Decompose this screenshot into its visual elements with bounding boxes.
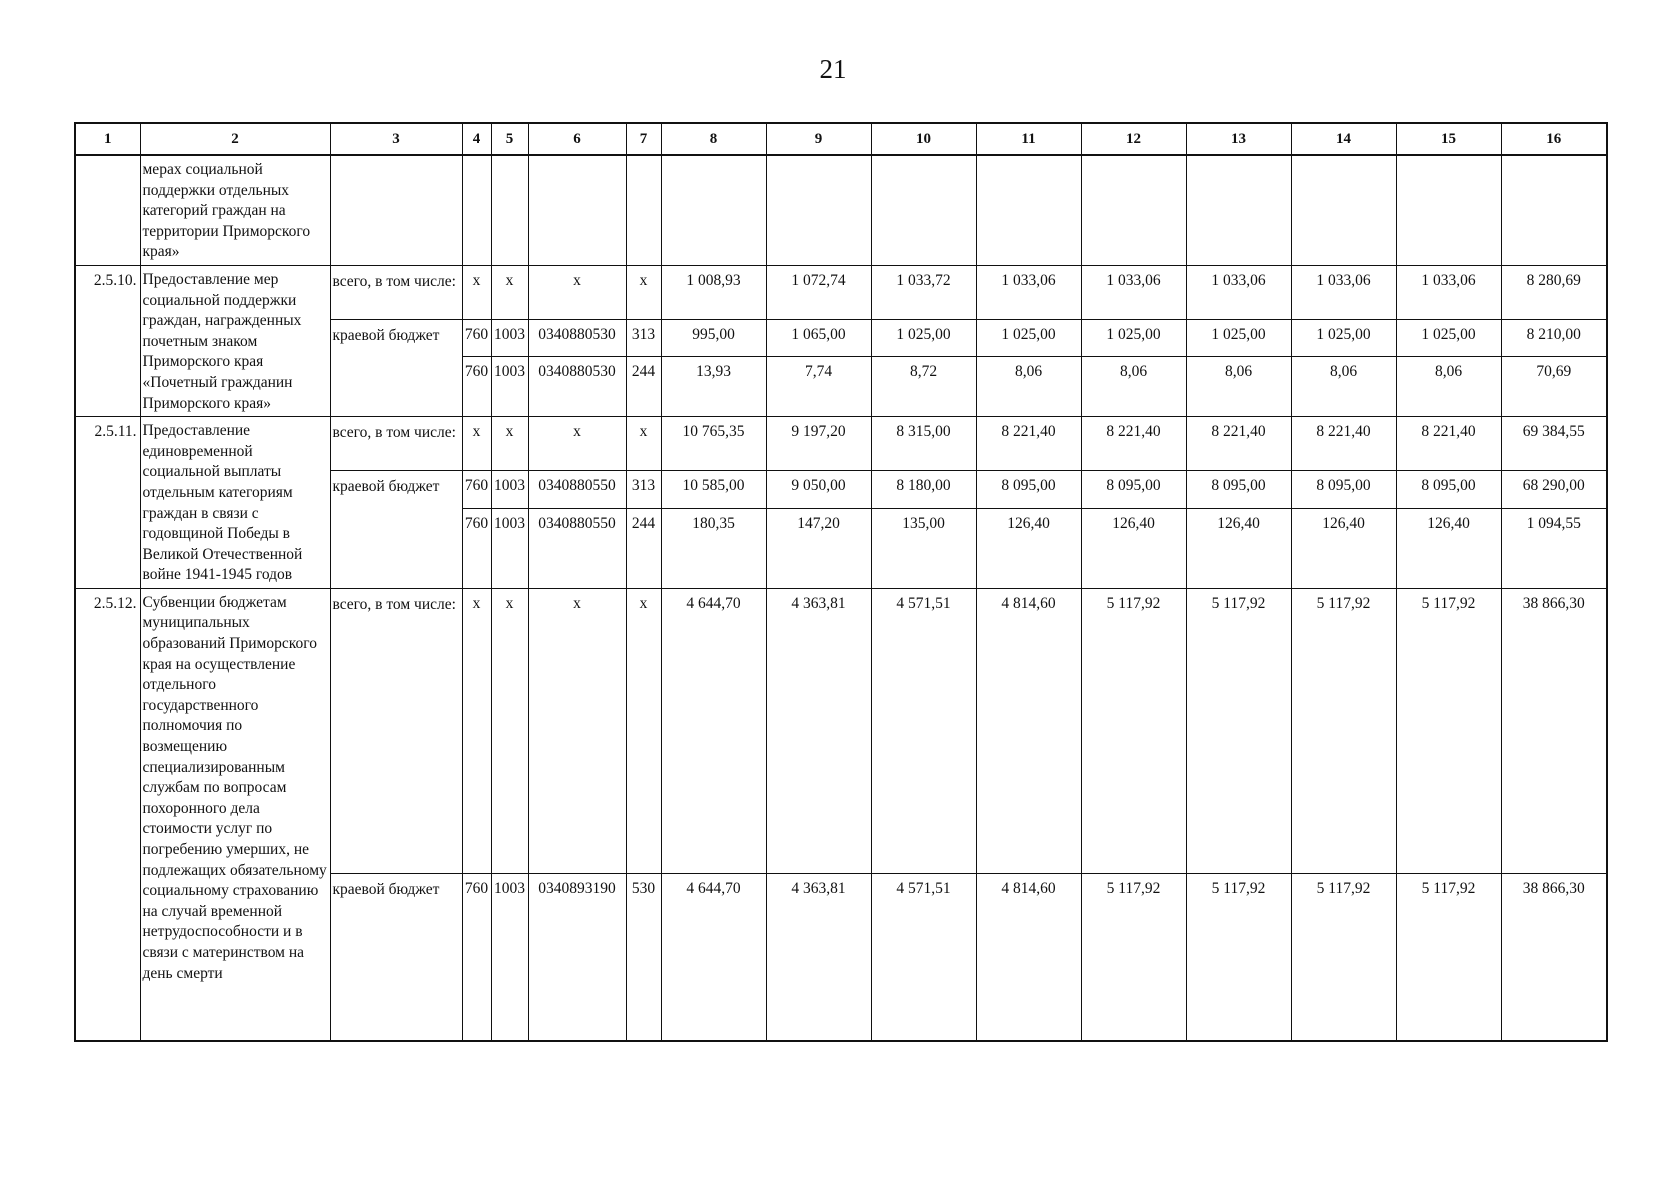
value-cell: 1 033,06 xyxy=(1396,265,1501,319)
value-cell: 8 095,00 xyxy=(1081,471,1186,509)
table-row xyxy=(75,417,1607,471)
code-cell: 1003 xyxy=(491,873,528,1041)
code-cell: 1003 xyxy=(491,319,528,356)
value-cell: 8 221,40 xyxy=(1186,417,1291,471)
header-row xyxy=(75,123,1607,155)
code-cell: x xyxy=(462,265,491,319)
code-cell: 0340893190 xyxy=(528,873,626,1041)
value-cell: 8,06 xyxy=(1291,357,1396,417)
value-cell: 8 280,69 xyxy=(1501,265,1607,319)
code-cell: x xyxy=(626,417,661,471)
value-cell: 38 866,30 xyxy=(1501,873,1607,1041)
value-cell: 8 221,40 xyxy=(1396,417,1501,471)
page-number: 21 xyxy=(819,54,847,84)
code-cell: 313 xyxy=(626,319,661,356)
code-cell: x xyxy=(491,588,528,873)
code-cell: 0340880530 xyxy=(528,357,626,417)
value-cell: 1 033,06 xyxy=(976,265,1081,319)
value-cell: 10 585,00 xyxy=(661,471,766,509)
value-cell: 1 033,72 xyxy=(871,265,976,319)
value-cell: 1 025,00 xyxy=(976,319,1081,356)
code-cell: 313 xyxy=(626,471,661,509)
value-cell: 8 095,00 xyxy=(976,471,1081,509)
budget-table xyxy=(74,122,1608,1042)
continuation-row xyxy=(75,155,1607,265)
value-cell: 126,40 xyxy=(1396,508,1501,588)
col-header: 9 xyxy=(766,123,871,155)
value-cell: 8 095,00 xyxy=(1291,471,1396,509)
budget-label: краевой бюджет xyxy=(330,471,462,589)
value-cell: 1 025,00 xyxy=(1081,319,1186,356)
value-cell: 5 117,92 xyxy=(1291,588,1396,873)
value-cell: 126,40 xyxy=(1081,508,1186,588)
value-cell: 147,20 xyxy=(766,508,871,588)
total-label: всего, в том числе: xyxy=(330,417,462,471)
value-cell: 1 033,06 xyxy=(1291,265,1396,319)
code-cell: 760 xyxy=(462,508,491,588)
col-header: 2 xyxy=(140,123,330,155)
code-cell: x xyxy=(528,417,626,471)
value-cell: 8 315,00 xyxy=(871,417,976,471)
col-header: 10 xyxy=(871,123,976,155)
measure-id: 2.5.10. xyxy=(75,265,140,416)
code-cell: 1003 xyxy=(491,508,528,588)
col-header: 16 xyxy=(1501,123,1607,155)
value-cell: 8 180,00 xyxy=(871,471,976,509)
value-cell: 8,06 xyxy=(976,357,1081,417)
value-cell: 4 363,81 xyxy=(766,873,871,1041)
code-cell: 760 xyxy=(462,357,491,417)
value-cell: 5 117,92 xyxy=(1081,588,1186,873)
table-row xyxy=(75,265,1607,319)
value-cell: 1 033,06 xyxy=(1186,265,1291,319)
value-cell: 126,40 xyxy=(976,508,1081,588)
value-cell: 8,72 xyxy=(871,357,976,417)
value-cell: 126,40 xyxy=(1186,508,1291,588)
measure-name: Субвенции бюджетам муниципальных образований Приморского края на осуществление отдельного государственного полномочия по возмещению специализированным службам по вопросам похоронного дела стоимости услуг по погребению умерших, не подлежащих обязательному социальному страхованию на случай временной нетрудоспособности и в связи с материнством на день смерти xyxy=(140,588,330,1041)
code-cell: x xyxy=(491,265,528,319)
value-cell: 7,74 xyxy=(766,357,871,417)
code-cell: 760 xyxy=(462,873,491,1041)
total-label: всего, в том числе: xyxy=(330,265,462,319)
value-cell: 995,00 xyxy=(661,319,766,356)
value-cell: 69 384,55 xyxy=(1501,417,1607,471)
col-header: 8 xyxy=(661,123,766,155)
code-cell: 530 xyxy=(626,873,661,1041)
value-cell: 9 197,20 xyxy=(766,417,871,471)
value-cell: 1 025,00 xyxy=(871,319,976,356)
value-cell: 8 221,40 xyxy=(1081,417,1186,471)
table-row xyxy=(75,588,1607,873)
value-cell: 1 033,06 xyxy=(1081,265,1186,319)
value-cell: 1 025,00 xyxy=(1291,319,1396,356)
code-cell: x xyxy=(626,588,661,873)
value-cell: 1 072,74 xyxy=(766,265,871,319)
value-cell: 4 814,60 xyxy=(976,588,1081,873)
code-cell: x xyxy=(491,417,528,471)
col-header: 14 xyxy=(1291,123,1396,155)
measure-name: Предоставление мер социальной поддержки граждан, награжденных почетным знаком Приморского края «Почетный гражданин Приморского края» xyxy=(140,265,330,416)
value-cell: 1 025,00 xyxy=(1186,319,1291,356)
measure-name: Предоставление единовременной социальной выплаты отдельным категориям граждан в связи с годовщиной Победы в Великой Отечественной войне 1941-1945 годов xyxy=(140,417,330,589)
value-cell: 4 571,51 xyxy=(871,588,976,873)
code-cell: 1003 xyxy=(491,471,528,509)
code-cell: 244 xyxy=(626,508,661,588)
value-cell: 1 025,00 xyxy=(1396,319,1501,356)
col-header: 4 xyxy=(462,123,491,155)
code-cell: 244 xyxy=(626,357,661,417)
value-cell: 8,06 xyxy=(1186,357,1291,417)
value-cell: 180,35 xyxy=(661,508,766,588)
col-header: 1 xyxy=(75,123,140,155)
col-header: 12 xyxy=(1081,123,1186,155)
value-cell: 5 117,92 xyxy=(1396,588,1501,873)
code-cell: 760 xyxy=(462,471,491,509)
value-cell: 4 814,60 xyxy=(976,873,1081,1041)
value-cell: 68 290,00 xyxy=(1501,471,1607,509)
measure-id: 2.5.11. xyxy=(75,417,140,589)
value-cell: 4 571,51 xyxy=(871,873,976,1041)
value-cell: 8 221,40 xyxy=(976,417,1081,471)
budget-label: краевой бюджет xyxy=(330,873,462,1041)
col-header: 15 xyxy=(1396,123,1501,155)
code-cell: x xyxy=(462,417,491,471)
value-cell: 5 117,92 xyxy=(1081,873,1186,1041)
value-cell: 8 095,00 xyxy=(1186,471,1291,509)
value-cell: 5 117,92 xyxy=(1291,873,1396,1041)
value-cell: 13,93 xyxy=(661,357,766,417)
value-cell: 1 065,00 xyxy=(766,319,871,356)
value-cell: 8,06 xyxy=(1081,357,1186,417)
code-cell: x xyxy=(528,265,626,319)
total-label: всего, в том числе: xyxy=(330,588,462,873)
col-header: 13 xyxy=(1186,123,1291,155)
value-cell: 10 765,35 xyxy=(661,417,766,471)
col-header: 6 xyxy=(528,123,626,155)
value-cell: 8,06 xyxy=(1396,357,1501,417)
value-cell: 1 008,93 xyxy=(661,265,766,319)
value-cell: 5 117,92 xyxy=(1186,588,1291,873)
value-cell: 5 117,92 xyxy=(1186,873,1291,1041)
value-cell: 4 644,70 xyxy=(661,588,766,873)
code-cell: 0340880550 xyxy=(528,471,626,509)
code-cell: 760 xyxy=(462,319,491,356)
measure-id: 2.5.12. xyxy=(75,588,140,1041)
budget-label: краевой бюджет xyxy=(330,319,462,416)
value-cell: 1 094,55 xyxy=(1501,508,1607,588)
code-cell: x xyxy=(626,265,661,319)
measure-name: мерах социальной поддержки отдельных категорий граждан на территории Приморского края» xyxy=(140,155,330,265)
code-cell: 0340880530 xyxy=(528,319,626,356)
value-cell: 38 866,30 xyxy=(1501,588,1607,873)
value-cell: 135,00 xyxy=(871,508,976,588)
value-cell: 4 363,81 xyxy=(766,588,871,873)
col-header: 11 xyxy=(976,123,1081,155)
col-header: 5 xyxy=(491,123,528,155)
value-cell: 9 050,00 xyxy=(766,471,871,509)
value-cell: 4 644,70 xyxy=(661,873,766,1041)
value-cell: 126,40 xyxy=(1291,508,1396,588)
code-cell: x xyxy=(528,588,626,873)
value-cell: 8 221,40 xyxy=(1291,417,1396,471)
col-header: 3 xyxy=(330,123,462,155)
value-cell: 8 210,00 xyxy=(1501,319,1607,356)
value-cell: 5 117,92 xyxy=(1396,873,1501,1041)
code-cell: x xyxy=(462,588,491,873)
code-cell: 0340880550 xyxy=(528,508,626,588)
value-cell: 8 095,00 xyxy=(1396,471,1501,509)
code-cell: 1003 xyxy=(491,357,528,417)
col-header: 7 xyxy=(626,123,661,155)
value-cell: 70,69 xyxy=(1501,357,1607,417)
